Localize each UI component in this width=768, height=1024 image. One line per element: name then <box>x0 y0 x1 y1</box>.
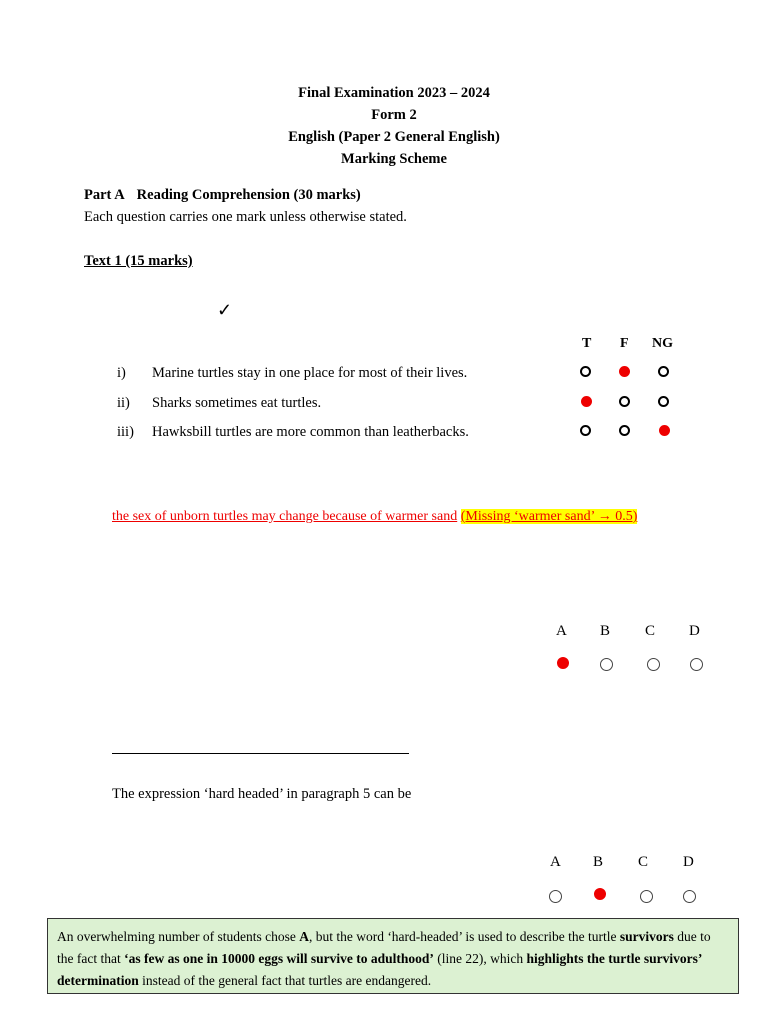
comment-bold-quote: ‘as few as one in 10000 eggs will survive to adulthood’ <box>124 951 434 966</box>
mcq2-label-d: D <box>683 854 694 870</box>
comment-text: due to the fact that <box>57 929 711 966</box>
part-a-title: Reading Comprehension (30 marks) <box>136 187 361 203</box>
mcq2-label-a: A <box>550 854 561 870</box>
option-t-circle <box>580 425 591 436</box>
option-ng-circle <box>658 396 669 407</box>
option-f-circle <box>619 425 630 436</box>
row-statement: Sharks sometimes eat turtles. <box>152 395 322 411</box>
mcq2-option-d <box>683 890 696 903</box>
row-number: iii) <box>117 424 134 440</box>
model-answer: the sex of unborn turtles may change because of warmer sand <box>112 509 458 524</box>
mcq1-label-c: C <box>645 623 656 639</box>
mcq1-option-d <box>690 658 703 671</box>
blank-answer-line <box>112 753 409 754</box>
option-ng-circle <box>658 366 669 377</box>
marking-scheme-title: Marking Scheme <box>341 151 447 167</box>
comment-bold-survivors: survivors <box>619 929 674 944</box>
mcq2-option-b-selected <box>594 888 606 900</box>
row-number: i) <box>117 365 126 381</box>
row-number: ii) <box>117 395 130 411</box>
option-t-selected-circle <box>581 396 592 407</box>
paper-title: English (Paper 2 General English) <box>288 129 500 145</box>
col-header-f: F <box>620 336 629 351</box>
comment-bold-highlight: highlights the turtle survivors’ determination <box>57 951 702 988</box>
col-header-ng: NG <box>652 336 673 351</box>
mcq1-option-a-selected <box>557 657 569 669</box>
option-f-selected-circle <box>619 366 630 377</box>
marking-note: (Missing ‘warmer sand’ → 0.5) <box>460 509 638 524</box>
mcq2-label-b: B <box>593 854 604 870</box>
form-title: Form 2 <box>371 107 417 123</box>
examiner-comment-box <box>47 918 739 994</box>
comment-bold-option: A <box>299 929 309 944</box>
col-header-t: T <box>582 336 592 351</box>
part-a-heading <box>84 187 361 204</box>
answer-line <box>112 509 637 525</box>
mcq1-label-a: A <box>556 623 567 639</box>
mcq1-label-b: B <box>600 623 611 639</box>
mcq2-option-a <box>549 890 562 903</box>
check-mark-icon: ✓ <box>217 300 233 320</box>
expression-question: The expression ‘hard headed’ in paragraph 5 can be <box>112 786 412 802</box>
exam-title: Final Examination 2023 – 2024 <box>298 85 490 101</box>
option-ng-selected-circle <box>659 425 670 436</box>
comment-text: , but the word ‘hard-headed’ is used to describe the turtle <box>308 929 620 944</box>
row-statement: Hawksbill turtles are more common than leatherbacks. <box>152 424 469 440</box>
comment-text: (line 22), which <box>433 951 527 966</box>
part-a-label: Part A <box>84 187 125 203</box>
mcq1-option-b <box>600 658 613 671</box>
mcq2-option-c <box>640 890 653 903</box>
text1-heading: Text 1 (15 marks) <box>84 253 193 269</box>
mcq2-label-c: C <box>638 854 649 870</box>
comment-text: instead of the general fact that turtles are endangered. <box>138 973 432 988</box>
option-f-circle <box>619 396 630 407</box>
row-statement: Marine turtles stay in one place for most of their lives. <box>152 365 468 381</box>
option-t-circle <box>580 366 591 377</box>
part-a-instruction: Each question carries one mark unless otherwise stated. <box>84 209 407 225</box>
comment-text: An overwhelming number of students chose <box>57 929 300 944</box>
mcq1-option-c <box>647 658 660 671</box>
mcq1-label-d: D <box>689 623 700 639</box>
